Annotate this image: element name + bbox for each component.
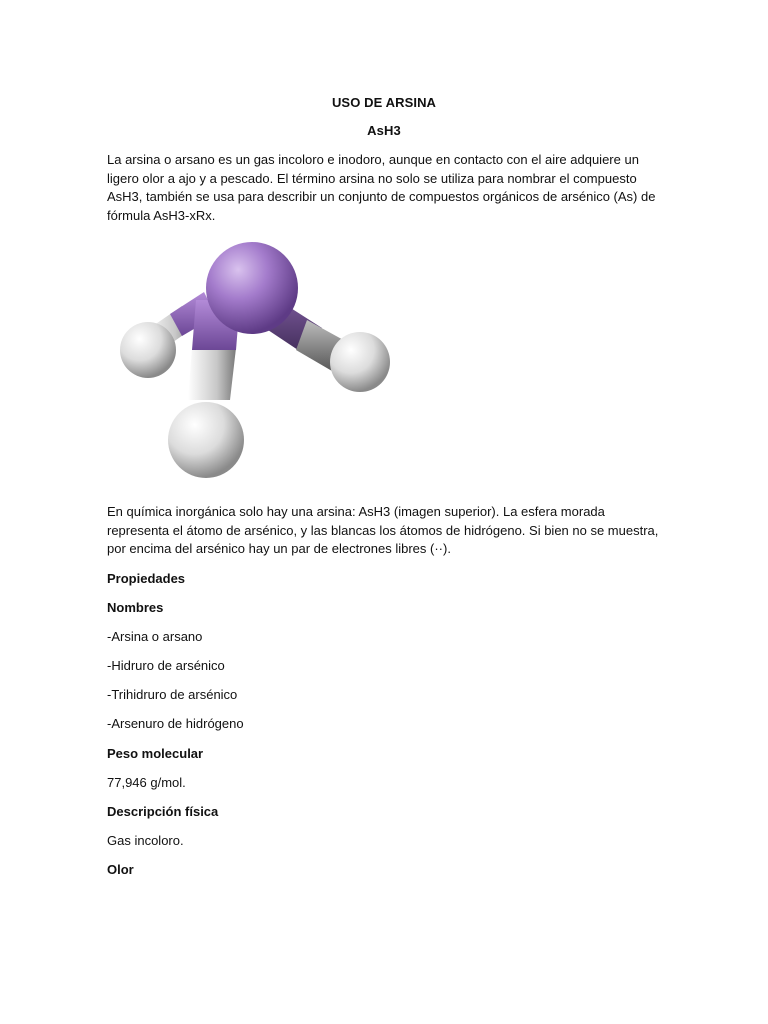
molecular-weight-value: 77,946 g/mol.	[107, 775, 186, 790]
arsine-molecule-image	[112, 240, 397, 485]
intro-paragraph: La arsina o arsano es un gas incoloro e inodoro, aunque en contacto con el aire adquiere un ligero olor a ajo y a pescado. El término arsina no solo se utiliza para nombrar el compuesto AsH3, también se usa para describir un conjunto de compuestos orgánicos de arsénico (As) de fórmula AsH3-xRx.	[107, 152, 656, 223]
odor-heading: Olor	[107, 862, 134, 877]
molecular-weight-heading: Peso molecular	[107, 746, 204, 761]
name-item: -Arsenuro de hidrógeno	[107, 716, 244, 731]
document-title: USO DE ARSINA	[331, 95, 437, 110]
molecule-description-paragraph: En química inorgánica solo hay una arsina: AsH3 (imagen superior). La esfera morada representa el átomo de arsénico, y las blancas los átomos de hidrógeno. Si bien no se muestra, por encima del arsénico hay un par de electrones libres (··).	[107, 504, 659, 557]
properties-heading: Propiedades	[107, 571, 186, 586]
names-heading: Nombres	[107, 600, 164, 615]
name-item: -Trihidruro de arsénico	[107, 687, 238, 702]
hydrogen-atom-left	[120, 322, 176, 378]
hydrogen-atom-front	[168, 402, 244, 478]
name-item: -Hidruro de arsénico	[107, 658, 225, 673]
arsenic-atom	[206, 242, 298, 334]
name-item: -Arsina o arsano	[107, 629, 203, 644]
document-subtitle-formula: AsH3	[367, 123, 401, 138]
physical-description-value: Gas incoloro.	[107, 833, 184, 848]
hydrogen-atom-right	[330, 332, 390, 392]
physical-description-heading: Descripción física	[107, 804, 219, 819]
